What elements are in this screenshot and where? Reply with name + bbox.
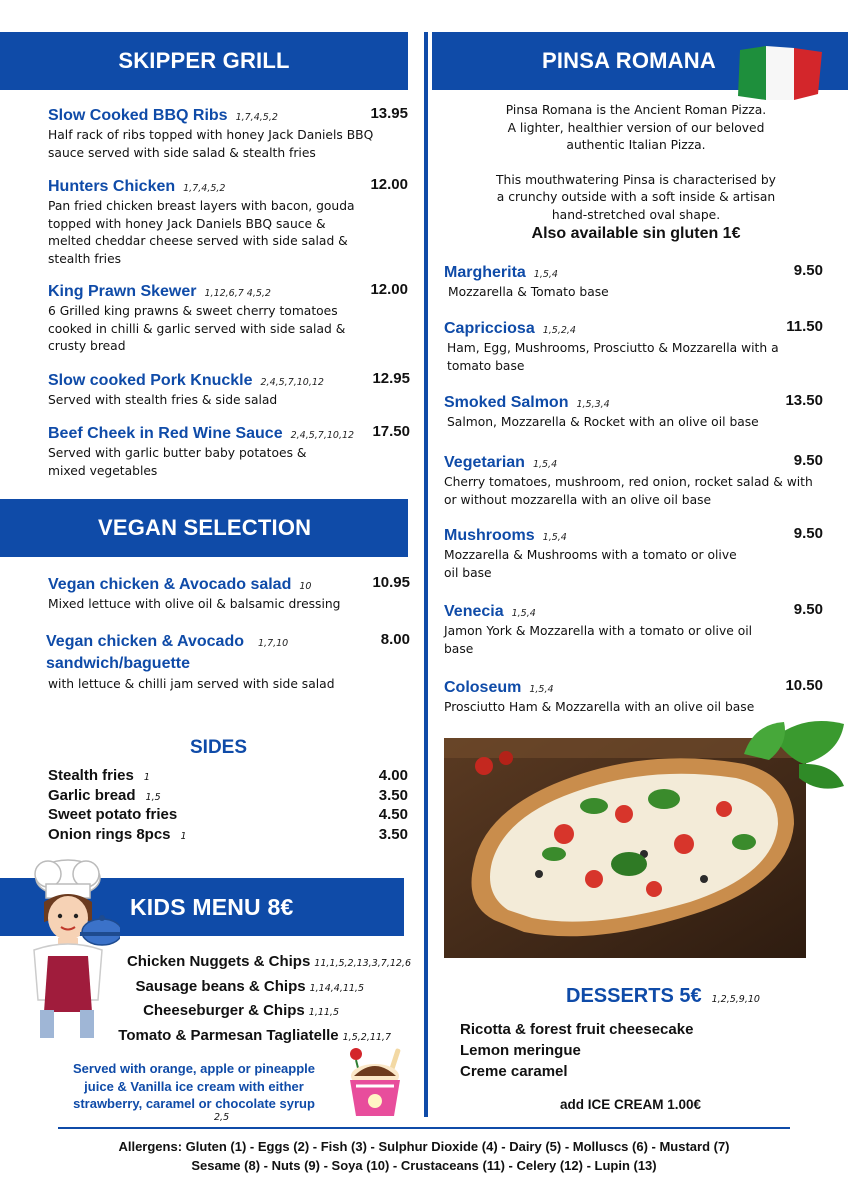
item-price: 9.50 — [793, 452, 823, 469]
item-name: Capricciosa — [444, 320, 535, 337]
kids-note-line: Served with orange, apple or pineapple — [73, 1061, 315, 1076]
list-item — [60, 978, 411, 1003]
menu-item-vegan-salad — [48, 574, 410, 614]
item-allergens: 1,5,4 — [511, 608, 536, 619]
kids-note-line: strawberry, caramel or chocolate syrup — [73, 1096, 315, 1111]
allergen-legend-line: Sesame (8) - Nuts (9) - Soya (10) - Crustaceans (11) - Celery (12) - Lupin (13) — [191, 1157, 657, 1173]
item-allergens: 1,7,10 — [258, 638, 289, 649]
item-price: 12.95 — [372, 370, 410, 387]
item-name: Hunters Chicken — [48, 178, 176, 195]
desserts-list — [460, 1021, 830, 1084]
item-allergens: 2,4,5,7,10,12 — [290, 430, 355, 441]
item-allergens: 2,4,5,7,10,12 — [260, 377, 324, 388]
list-item — [48, 826, 408, 846]
item-name: Coloseum — [444, 679, 522, 696]
vegan-selection-banner — [0, 499, 408, 557]
kids-item-allergens: 1,5,2,11,7 — [342, 1031, 391, 1043]
side-allergens: 1 — [143, 772, 150, 783]
menu-item-king-prawn-skewer — [48, 281, 408, 356]
item-description: Mozzarella & Mushrooms with a tomato or olive oil base — [444, 548, 737, 580]
pinsa-item-margherita — [444, 262, 823, 302]
item-allergens: 1,7,4,5,2 — [183, 183, 226, 194]
item-price: 9.50 — [793, 262, 823, 279]
desserts-heading — [566, 985, 760, 1008]
item-description: Served with stealth fries & side salad — [48, 393, 278, 407]
side-name: Onion rings 8pcs — [48, 825, 171, 843]
italian-flag-icon — [736, 44, 824, 102]
item-description: Ham, Egg, Mushrooms, Prosciutto & Mozzarella with a tomato base — [447, 341, 779, 373]
vegan-selection-title: VEGAN SELECTION — [98, 515, 312, 540]
kids-note-allergens: 2,5 — [214, 1112, 230, 1123]
item-price: 11.50 — [786, 318, 823, 335]
item-allergens: 1,5,4 — [529, 684, 554, 695]
side-name: Stealth fries — [48, 767, 134, 784]
intro-line: A lighter, healthier version of our beloved — [507, 120, 765, 135]
item-description: Half rack of ribs topped with honey Jack Daniels BBQ sauce served with side salad & stealth fries — [48, 128, 374, 160]
item-description: with lettuce & chilli jam served with side salad — [48, 677, 335, 691]
skipper-grill-banner — [0, 32, 408, 90]
footer-divider — [58, 1127, 790, 1129]
item-allergens: 10 — [299, 581, 312, 592]
intro-line: authentic Italian Pizza. — [566, 138, 706, 152]
kids-item-name: Cheeseburger & Chips — [143, 1002, 305, 1019]
side-name: Garlic bread — [48, 786, 136, 804]
pinsa-item-mushrooms — [444, 525, 823, 582]
ice-cream-illustration — [342, 1046, 408, 1120]
kids-menu-note — [44, 1060, 344, 1113]
item-name: Venecia — [444, 603, 504, 620]
side-price: 4.00 — [378, 767, 408, 784]
item-price: 13.50 — [785, 392, 823, 409]
item-price: 8.00 — [380, 631, 410, 648]
side-price: 3.50 — [378, 786, 408, 804]
item-price: 12.00 — [370, 281, 408, 298]
menu-item-vegan-sandwich — [46, 631, 410, 694]
item-name-line1: Vegan chicken & Avocado — [46, 633, 244, 650]
allergen-legend-line: Allergens: Gluten (1) - Eggs (2) - Fish (3) - Sulphur Dioxide (4) - Dairy (5) - Molluscs (6) - Mustard (7) — [118, 1139, 730, 1154]
item-price: 13.95 — [370, 105, 408, 122]
item-name: Slow cooked Pork Knuckle — [48, 372, 253, 389]
side-price: 3.50 — [378, 825, 408, 843]
item-description: 6 Grilled king prawns & sweet cherry tomatoes cooked in chilli & garlic served with side salad & crusty bread — [48, 304, 346, 353]
kids-item-allergens: 11,1,5,2,13,3,7,12,6 — [314, 958, 411, 969]
item-name: Mushrooms — [444, 527, 535, 544]
menu-item-hunters-chicken — [48, 176, 408, 268]
menu-item-beef-cheek — [48, 423, 410, 480]
item-description: Cherry tomatoes, mushroom, red onion, rocket salad & with or without mozzarella with an olive oil base — [444, 475, 813, 507]
pinsa-photo — [444, 714, 846, 958]
item-name: Margherita — [444, 264, 526, 281]
skipper-grill-title: SKIPPER GRILL — [118, 48, 290, 73]
add-ice-cream-note: add ICE CREAM 1.00€ — [560, 1097, 702, 1112]
list-item — [48, 767, 408, 787]
pinsa-item-capricciosa — [444, 318, 823, 375]
list-item: Lemon meringue — [460, 1042, 581, 1059]
item-price: 9.50 — [793, 601, 823, 618]
item-allergens: 1,5,4 — [533, 269, 558, 280]
pinsa-item-smoked-salmon — [444, 392, 823, 432]
list-item — [48, 806, 408, 826]
item-name: Vegetarian — [444, 454, 525, 471]
item-allergens: 1,5,4 — [532, 459, 558, 470]
item-name-line2: sandwich/baguette — [46, 655, 191, 672]
side-price: 4.50 — [378, 806, 408, 823]
list-item — [60, 953, 411, 978]
pinsa-item-vegetarian — [444, 452, 823, 509]
item-allergens: 1,5,3,4 — [576, 399, 610, 410]
sides-title: SIDES — [190, 737, 248, 758]
allergen-legend — [0, 1138, 848, 1175]
menu-item-pork-knuckle — [48, 370, 410, 410]
item-price: 17.50 — [372, 423, 410, 440]
sides-list — [48, 767, 408, 845]
desserts-allergens: 1,2,5,9,10 — [711, 994, 760, 1005]
item-allergens: 1,7,4,5,2 — [235, 112, 278, 123]
intro-line: a crunchy outside with a soft inside & artisan — [496, 190, 776, 204]
intro-line: hand-stretched oval shape. — [551, 207, 721, 222]
item-name: King Prawn Skewer — [48, 283, 197, 300]
side-allergens: 1 — [180, 830, 187, 842]
item-description: Prosciutto Ham & Mozzarella with an olive oil base — [444, 700, 755, 714]
pinsa-intro — [440, 102, 832, 224]
intro-line: This mouthwatering Pinsa is characterised by — [496, 172, 776, 187]
item-description: Jamon York & Mozzarella with a tomato or olive oil base — [444, 624, 753, 656]
kids-item-allergens: 1,14,4,11,5 — [309, 982, 364, 994]
item-name: Vegan chicken & Avocado salad — [48, 576, 292, 593]
item-allergens: 1,5,4 — [542, 532, 567, 543]
pinsa-item-coloseum — [444, 677, 823, 717]
item-description: Mixed lettuce with olive oil & balsamic dressing — [48, 597, 341, 611]
list-item — [60, 1002, 411, 1027]
kids-menu-title: KIDS MENU 8€ — [130, 893, 294, 920]
pinsa-romana-title: PINSA ROMANA — [542, 48, 716, 73]
kids-item-name: Chicken Nuggets & Chips — [126, 953, 311, 970]
item-price: 10.95 — [372, 574, 410, 591]
list-item: Ricotta & forest fruit cheesecake — [460, 1021, 694, 1038]
kids-item-name: Tomato & Parmesan Tagliatelle — [118, 1026, 339, 1044]
item-name: Slow Cooked BBQ Ribs — [48, 107, 228, 124]
kids-menu-list — [60, 953, 411, 1051]
kids-note-line: juice & Vanilla ice cream with either — [84, 1078, 304, 1094]
item-description: Pan fried chicken breast layers with bacon, gouda topped with honey Jack Daniels BBQ sauce & melted cheddar cheese served with side salad & stealth fries — [48, 199, 355, 266]
desserts-title: DESSERTS 5€ — [566, 985, 702, 1007]
item-allergens: 1,12,6,7 4,5,2 — [204, 288, 271, 299]
list-item: Creme caramel — [460, 1063, 568, 1080]
item-name: Smoked Salmon — [444, 394, 569, 411]
item-name: Beef Cheek in Red Wine Sauce — [48, 425, 283, 442]
side-name: Sweet potato fries — [48, 806, 178, 823]
kids-item-allergens: 1,11,5 — [308, 1007, 339, 1018]
side-allergens: 1,5 — [145, 791, 161, 803]
column-divider — [424, 32, 428, 1117]
pinsa-item-venecia — [444, 601, 823, 658]
item-price: 9.50 — [793, 525, 823, 542]
item-price: 10.50 — [785, 677, 823, 694]
item-description: Served with garlic butter baby potatoes & mixed vegetables — [48, 446, 307, 478]
item-description: Salmon, Mozzarella & Rocket with an olive oil base — [447, 415, 759, 429]
intro-line: Pinsa Romana is the Ancient Roman Pizza. — [505, 103, 767, 117]
kids-item-name: Sausage beans & Chips — [135, 977, 306, 995]
item-price: 12.00 — [370, 176, 408, 193]
gluten-free-note: Also available sin gluten 1€ — [531, 225, 741, 242]
item-description: Mozzarella & Tomato base — [448, 285, 609, 299]
item-allergens: 1,5,2,4 — [542, 325, 576, 336]
list-item — [48, 787, 408, 807]
menu-item-bbq-ribs — [48, 105, 408, 162]
